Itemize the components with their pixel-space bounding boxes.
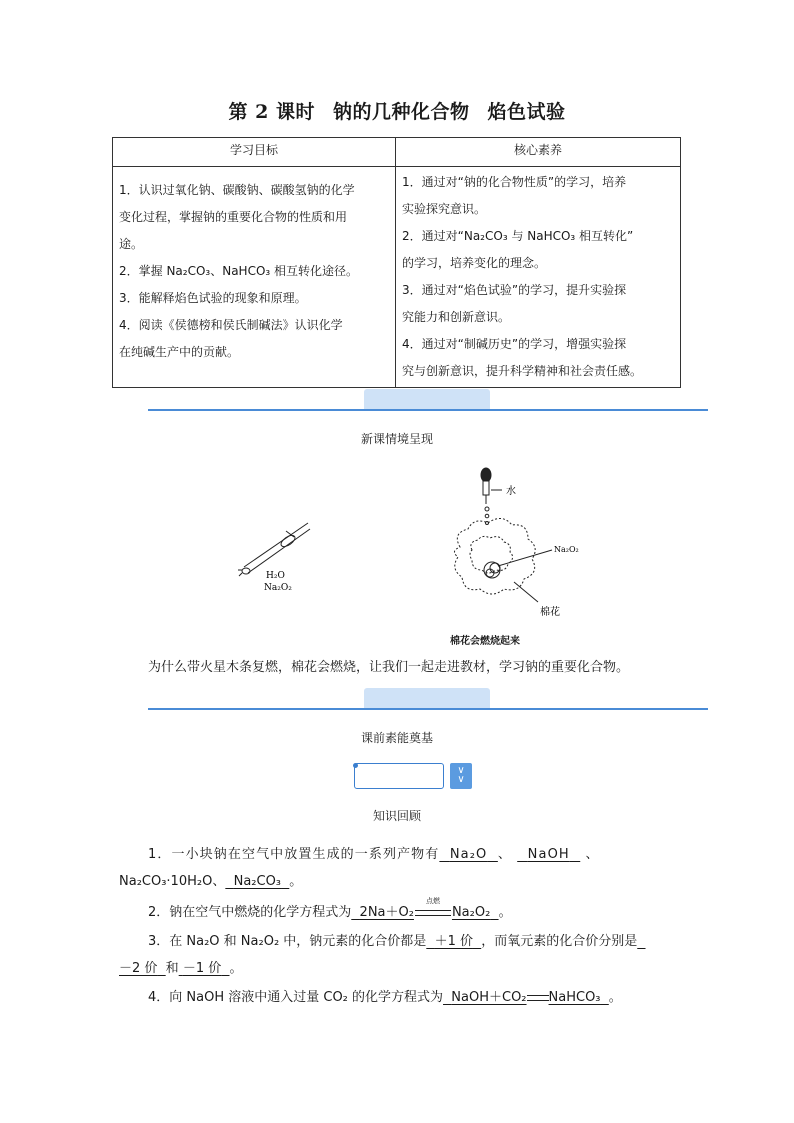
label-na2o2-left: Na₂O₂: [264, 583, 292, 593]
objective-line: 在纯碱生产中的贡献。: [119, 345, 240, 359]
answer-blank: ＋1 价: [434, 934, 473, 949]
question-4: 4．向 NaOH 溶液中通入过量 CO₂ 的化学方程式为 NaOH＋CO₂ NaHCO₃ 。: [148, 990, 622, 1005]
answer-blank: Na₂O: [449, 847, 488, 862]
section-title-preview: 课前素能奠基: [360, 731, 433, 745]
question-1: 1．一小块钠在空气中放置生成的一系列产物有 Na₂O 、 NaOH 、: [148, 847, 600, 862]
header-literacy: 核心素养: [396, 138, 681, 167]
literacy-line: 究与创新意识，提升科学精神和社会责任感。: [402, 364, 643, 378]
literacy-line: 究能力和创新意识。: [402, 310, 511, 324]
objective-line: 途。: [119, 237, 144, 251]
section-divider: [148, 389, 708, 413]
literacy-line: 实验探究意识。: [402, 202, 487, 216]
section-rule: [148, 708, 708, 710]
objective-line: 变化过程，掌握钠的重要化合物的性质和用: [119, 210, 348, 224]
section-tab: [364, 389, 490, 409]
question-2: 2．钠在空气中燃烧的化学方程式为 2Na＋O₂ 点燃 Na₂O₂ 。: [148, 897, 512, 920]
objective-line: 2．掌握 Na₂CO₃、NaHCO₃ 相互转化途径。: [119, 264, 359, 278]
chevron-down-icon: ∨ ∨: [450, 763, 472, 789]
answer-blank: －2 价: [119, 961, 158, 976]
answer-blank: Na₂O₂: [451, 905, 491, 920]
title-lesson: 第 2 课时: [228, 101, 315, 123]
badge-dot: [353, 763, 358, 768]
question-1-cont: Na₂CO₃·10H₂O、 Na₂CO₃ 。: [119, 874, 303, 889]
label-water: 水: [506, 486, 516, 497]
literacy-line: 3．通过对“焰色试验”的学习，提升实验探: [402, 283, 627, 297]
literacy-line: 4．通过对“制碱历史”的学习，增强实验探: [402, 337, 627, 351]
question-3: 3．在 Na₂O 和 Na₂O₂ 中，钠元素的化合价都是 ＋1 价 ，而氧元素的化合价分别是: [148, 934, 638, 949]
section-rule: [148, 409, 708, 411]
literacy-line: 2．通过对“Na₂CO₃ 与 NaHCO₃ 相互转化”: [402, 229, 634, 243]
cotton-illustration: [440, 462, 590, 622]
objectives-table: [112, 137, 681, 388]
answer-blank: Na₂CO₃: [233, 874, 282, 889]
question-3-cont: －2 价 和 －1 价 。: [119, 961, 243, 976]
literacy-line: 的学习，培养变化的理念。: [402, 256, 547, 270]
literacy-cell: [396, 167, 681, 388]
equals-arrow: 点燃: [414, 905, 452, 920]
answer-blank: 2Na＋O₂: [359, 905, 414, 920]
label-na2o2-right: Na₂O₂: [554, 545, 579, 554]
splint-illustration: [230, 515, 320, 595]
objectives-cell: [113, 167, 396, 388]
section-divider: [148, 688, 708, 712]
knowledge-review-label: 知识回顾: [372, 809, 421, 823]
label-cotton: 棉花: [540, 607, 560, 618]
intro-text: 为什么带火星木条复燃，棉花会燃烧，让我们一起走进教材，学习钠的重要化合物。: [148, 660, 630, 675]
section-title-scenario: 新课情境呈现: [360, 432, 433, 446]
answer-blank: NaOH: [527, 847, 570, 862]
title-subtopic: 焰色试验: [487, 101, 566, 123]
label-h2o: H₂O: [266, 571, 285, 581]
page-title: [0, 97, 794, 124]
literacy-line: 1．通过对“钠的化合物性质”的学习，培养: [402, 175, 627, 189]
title-topic: 钠的几种化合物: [332, 101, 470, 123]
objective-line: 4．阅读《侯德榜和侯氏制碱法》认识化学: [119, 318, 343, 332]
header-objectives: 学习目标: [113, 138, 396, 167]
badge-box: [354, 763, 444, 789]
answer-blank: －1 价: [182, 961, 222, 976]
objective-line: 1．认识过氧化钠、碳酸钠、碳酸氢钠的化学: [119, 183, 355, 197]
knowledge-review-badge: [354, 763, 474, 791]
section-tab: [364, 688, 490, 708]
objective-line: 3．能解释焰色试验的现象和原理。: [119, 291, 307, 305]
answer-blank: NaOH＋CO₂ NaHCO₃: [451, 990, 601, 1005]
figure-caption: 棉花会燃烧起来: [450, 636, 520, 647]
